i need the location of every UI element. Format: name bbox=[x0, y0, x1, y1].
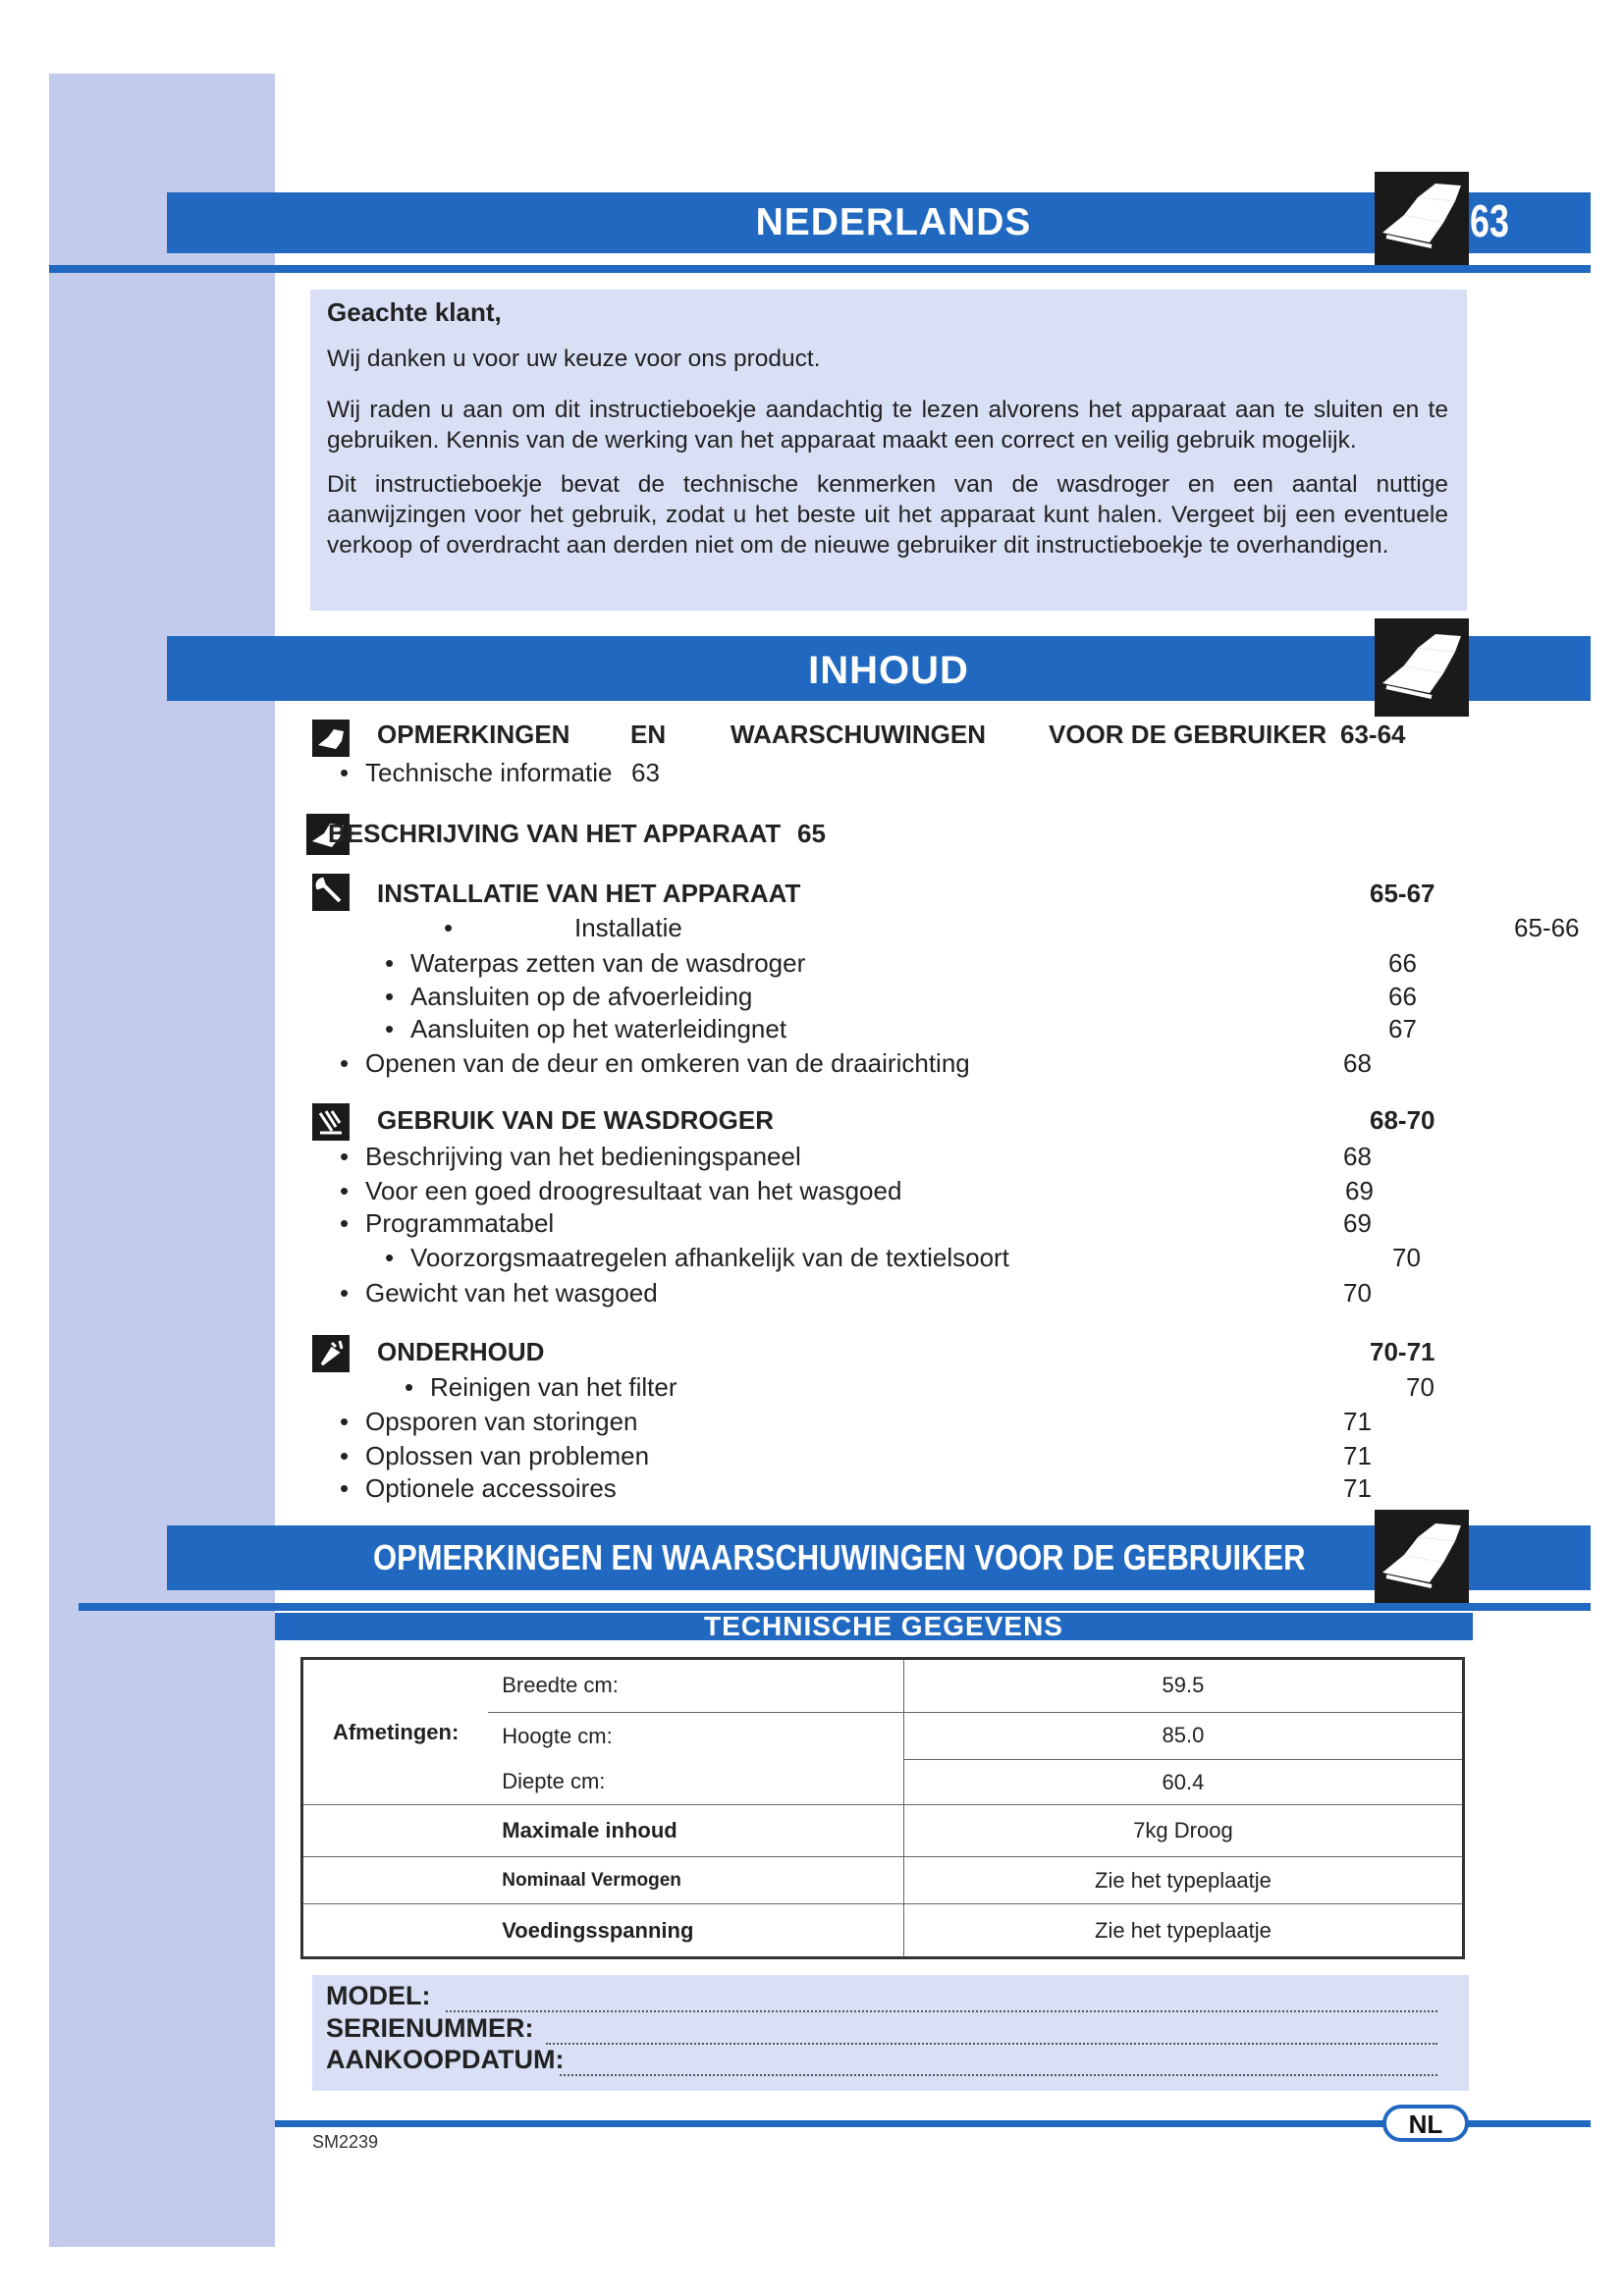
spec-label: Maximale inhoud bbox=[488, 1805, 903, 1857]
bullet: • bbox=[340, 1473, 350, 1503]
bullet: • bbox=[340, 1176, 350, 1205]
toc-heading-usage: GEBRUIK VAN DE WASDROGER bbox=[377, 1105, 774, 1135]
model-field-line[interactable] bbox=[446, 2010, 1437, 2012]
maintenance-icon bbox=[312, 1335, 350, 1372]
toc-item-page: 66 bbox=[1388, 948, 1417, 978]
table-row bbox=[302, 1856, 1464, 1903]
toc-item-page: 70 bbox=[1343, 1278, 1372, 1308]
contents-title: INHOUD bbox=[808, 649, 969, 692]
warnings-title: OPMERKINGEN EN WAARSCHUWINGEN VOOR DE GEBRUIKER bbox=[373, 1537, 1306, 1577]
toc-item-label: Opsporen van storingen bbox=[365, 1407, 638, 1436]
toc-item-label: Voor een goed droogresultaat van het wasgoed bbox=[365, 1176, 902, 1205]
intro-panel bbox=[310, 290, 1467, 611]
bullet: • bbox=[340, 1142, 350, 1171]
toc-heading-warnings-w4: VOOR DE GEBRUIKER bbox=[1049, 720, 1327, 749]
toc-heading-warnings-w2: EN bbox=[630, 720, 667, 749]
spec-table bbox=[300, 1657, 1465, 1959]
wrench-icon bbox=[312, 874, 350, 911]
bullet: • bbox=[340, 758, 350, 787]
page-number: 63 bbox=[1470, 195, 1509, 246]
bullet: • bbox=[340, 1407, 350, 1436]
intro-paragraph-1: Wij danken u voor uw keuze voor ons product. bbox=[327, 346, 821, 372]
bullet: • bbox=[340, 1441, 350, 1470]
header-rule bbox=[49, 265, 1591, 273]
spec-label: Diepte cm: bbox=[488, 1760, 903, 1805]
intro-paragraph-3: Dit instructieboekje bevat de technische kenmerken van de wasdroger en een aantal nuttige aanwijzingen voor het gebruik, zodat u het beste uit het apparaat kunt halen. Vergeet bij een eventuele verkoop of overdracht aan derden niet om de nieuwe gebruiker dit instructieboekje te overhandigen. bbox=[327, 471, 1448, 559]
toc-item-page: 70 bbox=[1406, 1372, 1435, 1402]
greeting: Geachte klant, bbox=[327, 297, 502, 327]
bullet: • bbox=[385, 1014, 395, 1043]
toc-heading-installation-pages: 65-67 bbox=[1370, 879, 1435, 908]
spec-value: Zie het typeplaatje bbox=[903, 1856, 1463, 1903]
toc-item-page: 69 bbox=[1345, 1176, 1374, 1205]
spec-value: 7kg Droog bbox=[903, 1805, 1463, 1857]
left-sidebar-stripe bbox=[49, 74, 275, 2247]
toc-item-label: Aansluiten op de afvoerleiding bbox=[410, 982, 753, 1011]
bullet: • bbox=[444, 913, 454, 942]
toc-item-label: Programmatabel bbox=[365, 1208, 555, 1238]
toc-item-label: Waterpas zetten van de wasdroger bbox=[410, 948, 806, 978]
bullet: • bbox=[405, 1372, 414, 1402]
toc-heading-installation: INSTALLATIE VAN HET APPARAAT bbox=[377, 879, 801, 908]
bullet: • bbox=[340, 1048, 350, 1078]
bullet: • bbox=[385, 982, 395, 1011]
toc-item-page: 68 bbox=[1343, 1048, 1372, 1078]
bullet: • bbox=[385, 948, 395, 978]
tech-data-title: TECHNISCHE GEGEVENS bbox=[704, 1611, 1063, 1641]
spec-label: Nominaal Vermogen bbox=[488, 1856, 903, 1903]
toc-item-page: 71 bbox=[1343, 1407, 1372, 1436]
toc-heading-usage-pages: 68-70 bbox=[1370, 1105, 1435, 1135]
bullet: • bbox=[340, 1278, 350, 1308]
serial-field-line[interactable] bbox=[546, 2043, 1437, 2045]
intro-paragraph-2: Wij raden u aan om dit instructieboekje aandachtig te lezen alvorens het apparaat aan te sluiten en te gebruiken. Kennis van de werking van het apparaat maakt een correct en veilig gebruik mogelijk. bbox=[327, 397, 1448, 454]
spec-label: Breedte cm: bbox=[488, 1659, 903, 1713]
book-icon bbox=[1375, 618, 1469, 717]
toc-item-label: Openen van de deur en omkeren van de draairichting bbox=[365, 1048, 970, 1078]
book-icon bbox=[1375, 1510, 1469, 1606]
toc-item-label: Installatie bbox=[574, 913, 682, 942]
spec-value: 85.0 bbox=[903, 1712, 1463, 1759]
toc-item-page: 71 bbox=[1343, 1441, 1372, 1470]
toc-item-label: Technische informatie bbox=[365, 758, 613, 787]
table-row bbox=[302, 1805, 1464, 1857]
toc-item-label: Gewicht van het wasgoed bbox=[365, 1278, 658, 1308]
section-rule bbox=[79, 1603, 1591, 1611]
toc-item-page: 65-66 bbox=[1514, 913, 1580, 942]
toc-item-page: 71 bbox=[1343, 1473, 1372, 1503]
purchase-date-label: AANKOOPDATUM: bbox=[326, 2045, 565, 2074]
warning-book-icon bbox=[312, 720, 350, 757]
toc-heading-description: BESCHRIJVING VAN HET APPARAAT bbox=[328, 819, 782, 848]
toc-item-page: 69 bbox=[1343, 1208, 1372, 1238]
hand-icon bbox=[312, 1103, 350, 1141]
document-code: SM2239 bbox=[312, 2132, 379, 2152]
toc-heading-maintenance: ONDERHOUD bbox=[377, 1337, 545, 1366]
spec-value: 60.4 bbox=[903, 1760, 1463, 1805]
toc-heading-description-pages: 65 bbox=[797, 819, 826, 848]
dimensions-label: Afmetingen: bbox=[302, 1659, 489, 1805]
toc-item-label: Reinigen van het filter bbox=[430, 1372, 677, 1402]
spec-label: Hoogte cm: bbox=[488, 1712, 903, 1759]
spec-value: 59.5 bbox=[903, 1659, 1463, 1713]
toc-item-page: 66 bbox=[1388, 982, 1417, 1011]
language-badge-text: NL bbox=[1408, 2109, 1443, 2139]
model-info-box bbox=[312, 1975, 1469, 2091]
bullet: • bbox=[385, 1243, 395, 1272]
toc-item-label: Aansluiten op het waterleidingnet bbox=[410, 1014, 787, 1043]
spec-value: Zie het typeplaatje bbox=[1095, 1917, 1272, 1943]
toc-item-page: 67 bbox=[1388, 1014, 1417, 1043]
table-row bbox=[302, 1904, 1464, 1958]
toc-item-page: 63 bbox=[631, 758, 660, 787]
toc-heading-warnings-w1: OPMERKINGEN bbox=[377, 720, 570, 749]
toc-heading-warnings-pages: 63-64 bbox=[1340, 720, 1406, 749]
toc-heading-warnings-w3: WAARSCHUWINGEN bbox=[731, 720, 986, 749]
spec-label: Voedingsspanning bbox=[488, 1904, 903, 1958]
language-title: NEDERLANDS bbox=[755, 201, 1032, 243]
book-icon bbox=[1375, 172, 1469, 265]
toc-item-label: Beschrijving van het bedieningspaneel bbox=[365, 1142, 801, 1171]
toc-item-page: 70 bbox=[1392, 1243, 1421, 1272]
toc-item-page: 68 bbox=[1343, 1142, 1372, 1171]
serial-label: SERIENUMMER: bbox=[326, 2013, 534, 2043]
toc-heading-maintenance-pages: 70-71 bbox=[1370, 1337, 1435, 1366]
bullet: • bbox=[340, 1208, 350, 1238]
purchase-date-field-line[interactable] bbox=[560, 2074, 1437, 2076]
table-row bbox=[302, 1659, 1464, 1713]
model-label: MODEL: bbox=[326, 1981, 431, 2010]
toc-item-label: Voorzorgsmaatregelen afhankelijk van de textielsoort bbox=[410, 1243, 1009, 1272]
toc-item-label: Optionele accessoires bbox=[365, 1473, 617, 1503]
toc-item-label: Oplossen van problemen bbox=[365, 1441, 650, 1470]
